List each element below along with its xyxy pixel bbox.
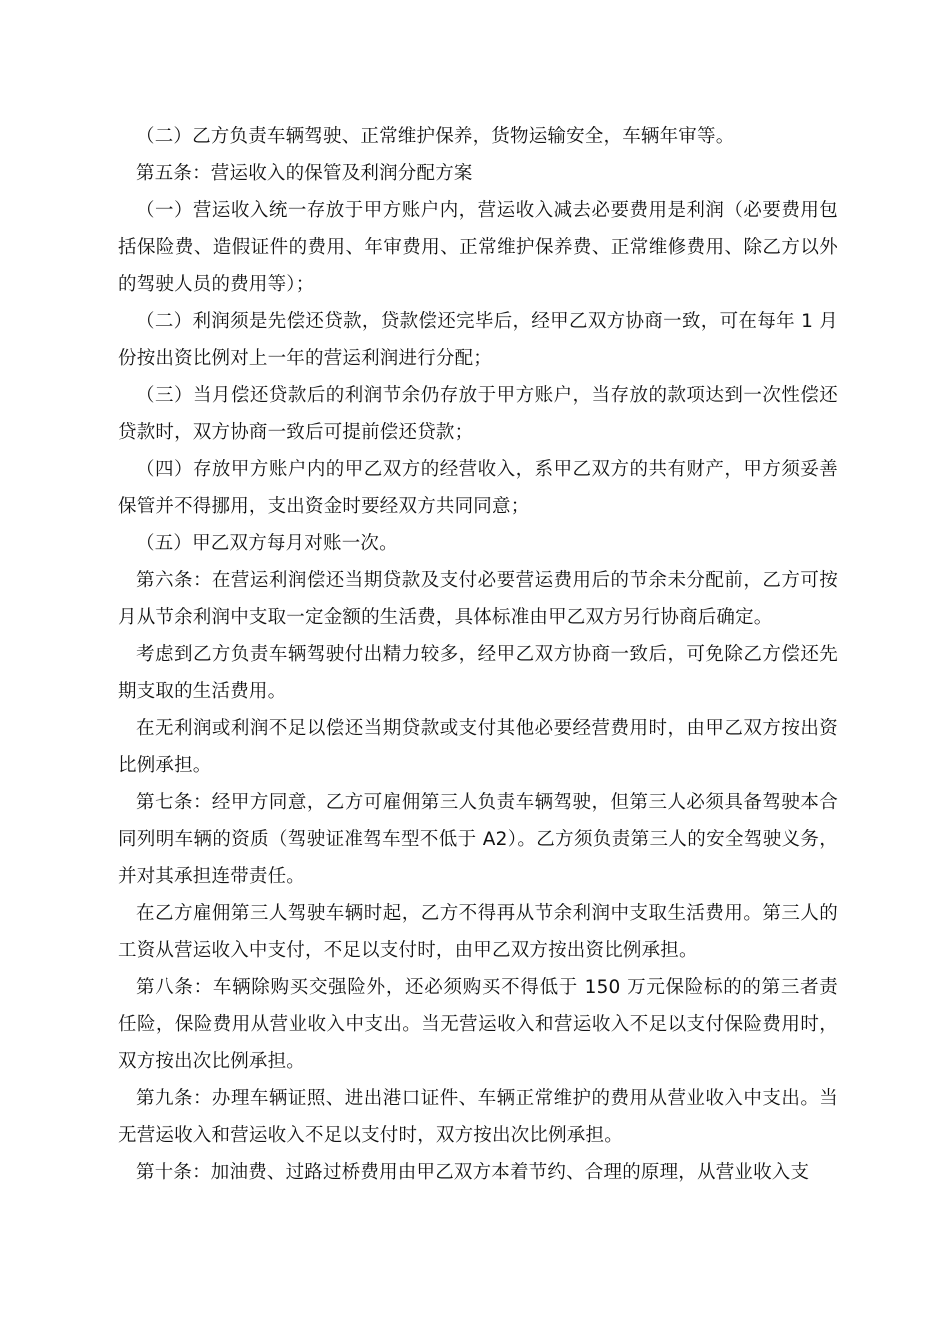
article-5-item-4: （四）存放甲方账户内的甲乙双方的经营收入，系甲乙双方的共有财产，甲方须妥善保管并不得挪用，支出资金时要经双方共同同意； xyxy=(118,459,838,517)
article-6-paragraph-2: 考虑到乙方负责车辆驾驶付出精力较多，经甲乙双方协商一致后，可免除乙方偿还先期支取的生活费用。 xyxy=(118,644,838,702)
article-7-paragraph-1: 第七条：经甲方同意，乙方可雇佣第三人负责车辆驾驶，但第三人必须具备驾驶本合同列明车辆的资质（驾驶证准驾车型不低于 A2）。乙方须负责第三人的安全驾驶义务，并对其承担连带责任。 xyxy=(118,792,838,887)
article-7-paragraph-2: 在乙方雇佣第三人驾驶车辆时起，乙方不得再从节余利润中支取生活费用。第三人的工资从营运收入中支付，不足以支付时，由甲乙双方按出资比例承担。 xyxy=(118,903,838,961)
article-5-item-5: （五）甲乙双方每月对账一次。 xyxy=(136,533,398,554)
article-5-item-1: （一）营运收入统一存放于甲方账户内，营运收入减去必要费用是利润（必要费用包括保险费、造假证件的费用、年审费用、正常维护保养费、正常维修费用、除乙方以外的驾驶人员的费用等）； xyxy=(118,200,838,295)
article-6-paragraph-3: 在无利润或利润不足以偿还当期贷款或支付其他必要经营费用时，由甲乙双方按出资比例承担。 xyxy=(118,718,838,776)
article-5-item-3: （三）当月偿还贷款后的利润节余仍存放于甲方账户，当存放的款项达到一次性偿还贷款时，双方协商一致后可提前偿还贷款； xyxy=(118,385,838,443)
document-body xyxy=(118,118,838,1191)
article-9: 第九条：办理车辆证照、进出港口证件、车辆正常维护的费用从营业收入中支出。当无营运收入和营运收入不足以支付时，双方按出次比例承担。 xyxy=(118,1088,838,1146)
article-10: 第十条：加油费、过路过桥费用由甲乙双方本着节约、合理的原理，从营业收入支 xyxy=(136,1162,810,1183)
article-6-paragraph-1: 第六条：在营运利润偿还当期贷款及支付必要营运费用后的节余未分配前，乙方可按月从节余利润中支取一定金额的生活费，具体标准由甲乙双方另行协商后确定。 xyxy=(118,570,838,628)
article-5-heading: 第五条：营运收入的保管及利润分配方案 xyxy=(136,163,473,184)
clause-4-item-2: （二）乙方负责车辆驾驶、正常维护保养，货物运输安全，车辆年审等。 xyxy=(136,126,735,147)
article-8: 第八条：车辆除购买交强险外，还必须购买不得低于 150 万元保险标的的第三者责任险，保险费用从营业收入中支出。当无营运收入和营运收入不足以支付保险费用时，双方按出次比例承担。 xyxy=(118,977,838,1072)
article-5-item-2: （二）利润须是先偿还贷款，贷款偿还完毕后，经甲乙双方协商一致，可在每年 1 月份按出资比例对上一年的营运利润进行分配； xyxy=(118,311,838,369)
